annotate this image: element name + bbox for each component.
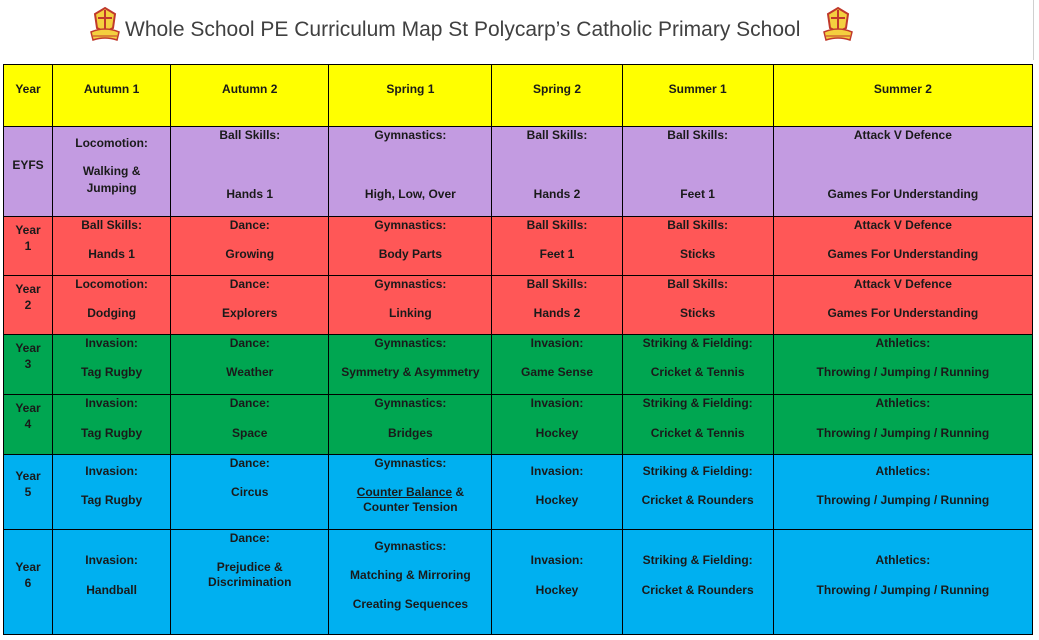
topic-label: Gymnastics: [374, 128, 447, 142]
table-cell [171, 127, 329, 217]
topic-label: Gymnastics: [374, 456, 447, 470]
table-cell [329, 276, 492, 335]
topic-label: Ball Skills: [667, 218, 728, 232]
header-cell-autumn-1 [53, 65, 171, 127]
unit-label-suffix: & [452, 485, 465, 499]
header-cell-spring-1 [329, 65, 492, 127]
page-edge-divider [1033, 0, 1034, 60]
topic-label: Striking & Fielding: [642, 336, 753, 350]
unit-label: Cricket & Tennis [650, 365, 745, 379]
header-cell-autumn-2 [171, 65, 329, 127]
unit-label: Hockey [535, 493, 579, 507]
unit-label: Symmetry & Asymmetry [341, 365, 480, 379]
unit-label: Cricket & Rounders [641, 493, 754, 507]
topic-label: Gymnastics: [374, 218, 447, 232]
topic-label: Dance: [229, 277, 270, 291]
table-cell [622, 530, 773, 635]
table-cell [492, 530, 622, 635]
topic-label: Attack V Defence [853, 277, 952, 291]
topic-label: Attack V Defence [853, 128, 952, 142]
header-cell-summer-2 [773, 65, 1032, 127]
page-title: Whole School PE Curriculum Map St Polycarp’s Catholic Primary School [125, 18, 801, 41]
topic-label: Attack V Defence [853, 218, 952, 232]
unit-label: Walking & [82, 164, 141, 178]
unit-label: Circus [231, 485, 269, 499]
unit-label-line [329, 485, 491, 499]
curriculum-table [3, 64, 1033, 635]
table-cell [773, 455, 1032, 530]
year-cell [4, 217, 53, 276]
unit-label: Sticks [679, 306, 716, 320]
header-cell-summer-1 [622, 65, 773, 127]
school-crest-icon [820, 6, 856, 46]
unit-label: Game Sense [520, 365, 594, 379]
table-row-year-3 [4, 335, 1033, 395]
table-cell [53, 335, 171, 395]
year-cell [4, 335, 53, 395]
topic-label: Gymnastics: [374, 539, 447, 553]
table-cell [622, 335, 773, 395]
year-number: 3 [24, 357, 32, 371]
unit-label: Hockey [535, 583, 579, 597]
table-row-year-1 [4, 217, 1033, 276]
topic-label: Athletics: [875, 396, 931, 410]
topic-label: Invasion: [530, 553, 584, 567]
topic-label: Athletics: [875, 553, 931, 567]
table-cell [53, 395, 171, 455]
table-cell [773, 127, 1032, 217]
table-cell [622, 455, 773, 530]
table-cell [622, 217, 773, 276]
table-cell [773, 276, 1032, 335]
table-cell [492, 455, 622, 530]
year-number: 2 [24, 298, 32, 312]
unit-label: Hands 1 [226, 187, 274, 201]
topic-label: Ball Skills: [526, 128, 588, 142]
unit-label: Growing [225, 247, 275, 261]
topic-label: Invasion: [530, 336, 584, 350]
table-cell [171, 276, 329, 335]
topic-label: Striking & Fielding: [642, 396, 753, 410]
topic-label: Athletics: [875, 336, 931, 350]
unit-label: Feet 1 [680, 187, 715, 201]
year-label: Year [15, 560, 41, 574]
unit-label: Cricket & Tennis [650, 426, 745, 440]
year-cell [4, 455, 53, 530]
table-cell [329, 335, 492, 395]
table-cell [171, 335, 329, 395]
unit-label: Linking [389, 306, 432, 320]
unit-label: Games For Understanding [827, 187, 979, 201]
unit-label: Counter Tension [363, 500, 458, 514]
topic-label: Ball Skills: [526, 218, 588, 232]
unit-label: High, Low, Over [364, 187, 456, 201]
topic-label: Gymnastics: [374, 336, 447, 350]
header-label: Autumn 2 [222, 82, 278, 96]
year-cell [4, 395, 53, 455]
topic-label: Ball Skills: [667, 128, 728, 142]
header-label: Summer 2 [873, 82, 932, 96]
table-cell [53, 455, 171, 530]
topic-label: Gymnastics: [374, 277, 447, 291]
topic-label: Invasion: [85, 464, 138, 478]
unit-label: Feet 1 [539, 247, 575, 261]
table-cell [773, 335, 1032, 395]
unit-label: Matching & Mirroring [350, 568, 471, 582]
header-label: Year [15, 82, 41, 96]
topic-label: Invasion: [85, 336, 138, 350]
unit-label: Body Parts [378, 247, 443, 261]
unit-label: Throwing / Jumping / Running [816, 583, 990, 597]
header-label: Autumn 1 [83, 82, 140, 96]
unit-label: Tag Rugby [81, 493, 143, 507]
topic-label: Dance: [229, 531, 270, 545]
table-cell [329, 530, 492, 635]
topic-label: Ball Skills: [81, 218, 142, 232]
header-cell-spring-2 [492, 65, 622, 127]
year-label: Year [15, 469, 41, 483]
topic-label: Ball Skills: [219, 128, 281, 142]
topic-label: Locomotion: [75, 136, 148, 150]
topic-label: Dance: [229, 218, 270, 232]
table-cell [171, 530, 329, 635]
year-label: Year [15, 341, 41, 355]
table-row-eyfs [4, 127, 1033, 217]
unit-label: Jumping [86, 181, 137, 195]
topic-label: Striking & Fielding: [642, 553, 753, 567]
table-cell [773, 395, 1032, 455]
unit-label: Creating Sequences [352, 597, 469, 611]
table-cell [492, 217, 622, 276]
unit-label: Handball [86, 583, 137, 597]
year-number: 1 [24, 239, 32, 253]
year-label: Year [15, 223, 41, 237]
unit-label: Discrimination [208, 575, 292, 589]
unit-label: Cricket & Rounders [641, 583, 754, 597]
unit-label: Weather [226, 365, 274, 379]
table-row-year-4 [4, 395, 1033, 455]
topic-label: Invasion: [530, 396, 584, 410]
unit-label: Bridges [388, 426, 433, 440]
year-label: EYFS [12, 158, 44, 172]
school-crest-icon [87, 6, 123, 46]
table-cell [492, 276, 622, 335]
topic-label: Gymnastics: [374, 396, 447, 410]
topic-label: Invasion: [85, 396, 138, 410]
header-cell-year [4, 65, 53, 127]
table-cell [492, 395, 622, 455]
unit-label: Throwing / Jumping / Running [816, 426, 990, 440]
table-cell [171, 217, 329, 276]
unit-label: Prejudice & [216, 560, 283, 574]
table-cell [329, 127, 492, 217]
table-cell [329, 455, 492, 530]
header-label: Spring 1 [386, 82, 435, 96]
topic-label: Dance: [229, 456, 270, 470]
unit-label: Hands 2 [533, 187, 581, 201]
unit-label: Hands 2 [533, 306, 581, 320]
header-label: Summer 1 [668, 82, 727, 96]
unit-label: Space [232, 426, 268, 440]
unit-label: Explorers [222, 306, 278, 320]
table-cell [53, 217, 171, 276]
topic-label: Invasion: [85, 553, 138, 567]
year-label: Year [15, 282, 41, 296]
unit-label: Dodging [87, 306, 136, 320]
year-cell [4, 530, 53, 635]
table-cell [329, 395, 492, 455]
year-cell [4, 276, 53, 335]
table-cell [622, 276, 773, 335]
table-cell [171, 455, 329, 530]
table-cell [773, 530, 1032, 635]
unit-label: Hands 1 [88, 247, 135, 261]
year-label: Year [15, 401, 41, 415]
unit-label: Throwing / Jumping / Running [816, 365, 990, 379]
table-cell [329, 217, 492, 276]
topic-label: Invasion: [530, 464, 584, 478]
topic-label: Dance: [229, 396, 270, 410]
unit-label: Hockey [535, 426, 579, 440]
year-number: 6 [24, 576, 32, 590]
table-header-row [4, 65, 1033, 127]
topic-label: Athletics: [875, 464, 931, 478]
table-cell [492, 127, 622, 217]
year-number: 4 [24, 417, 32, 431]
header-label: Spring 2 [533, 82, 582, 96]
topic-label: Dance: [229, 336, 270, 350]
table-row-year-2 [4, 276, 1033, 335]
unit-label: Tag Rugby [81, 365, 143, 379]
topic-label: Striking & Fielding: [642, 464, 753, 478]
table-cell [171, 395, 329, 455]
topic-label: Ball Skills: [526, 277, 588, 291]
table-cell [773, 217, 1032, 276]
topic-label: Locomotion: [75, 277, 148, 291]
table-cell [53, 127, 171, 217]
table-row-year-6 [4, 530, 1033, 635]
table-cell [492, 335, 622, 395]
unit-label: Tag Rugby [81, 426, 143, 440]
page-header [0, 0, 1039, 60]
unit-label: Throwing / Jumping / Running [816, 493, 990, 507]
table-row-year-5 [4, 455, 1033, 530]
unit-label: Games For Understanding [827, 306, 979, 320]
unit-label-underlined: Counter Balance [356, 485, 453, 499]
topic-label: Ball Skills: [667, 277, 728, 291]
year-cell [4, 127, 53, 217]
unit-label: Sticks [679, 247, 716, 261]
table-cell [53, 276, 171, 335]
table-cell [53, 530, 171, 635]
table-cell [622, 395, 773, 455]
year-number: 5 [24, 485, 32, 499]
unit-label: Games For Understanding [827, 247, 979, 261]
table-cell [622, 127, 773, 217]
